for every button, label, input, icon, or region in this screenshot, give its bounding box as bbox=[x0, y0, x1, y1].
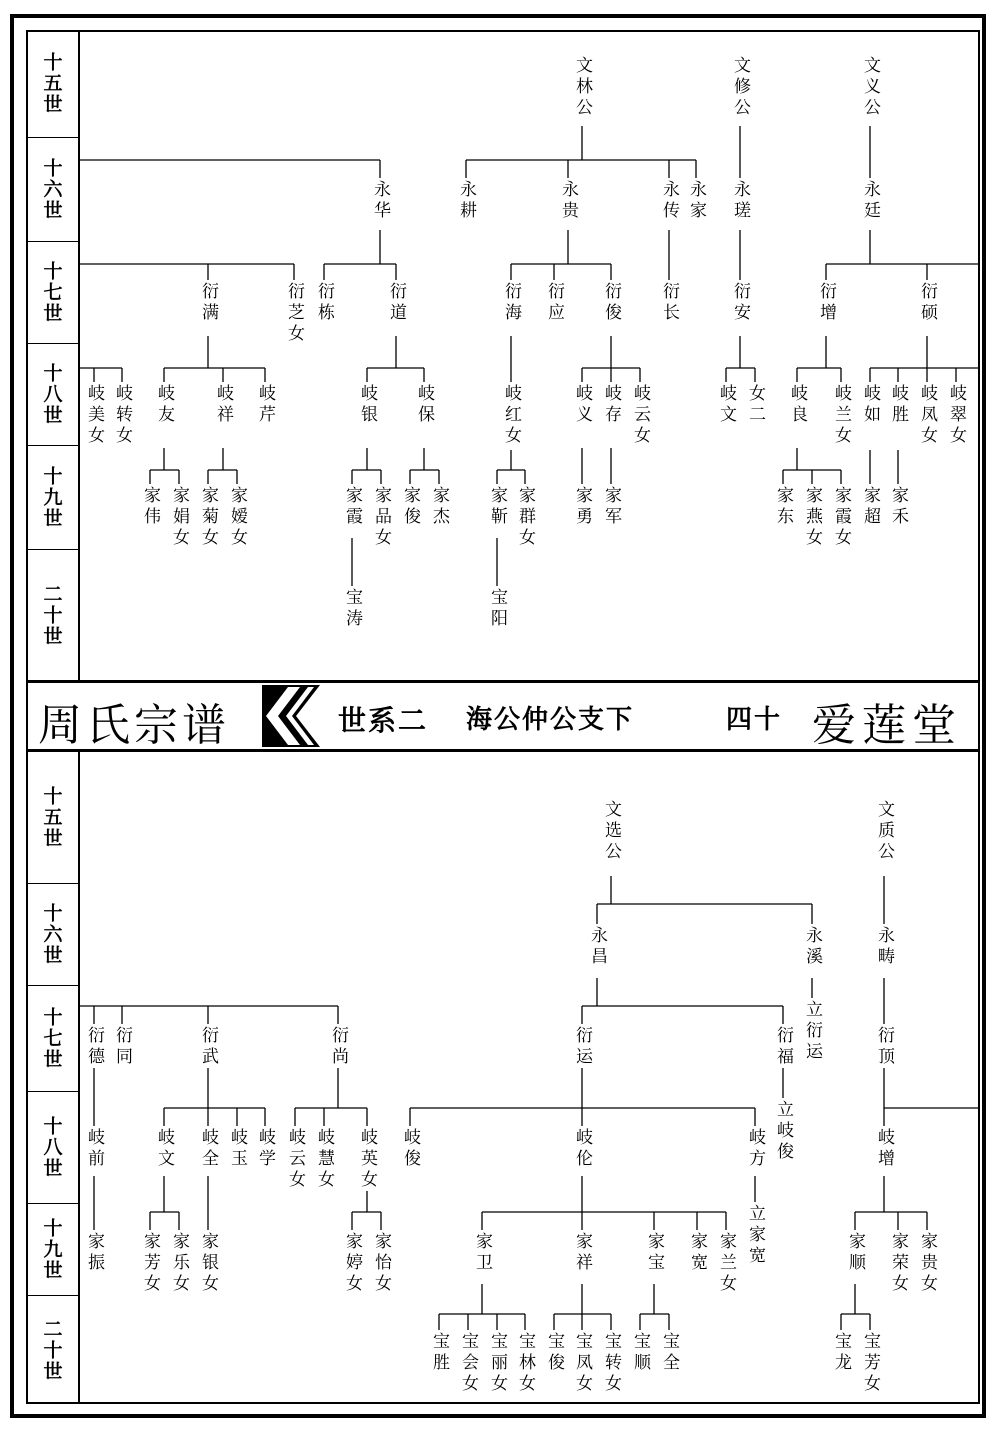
person-name: 岐友 bbox=[154, 384, 174, 426]
person-name: 立家宽 bbox=[745, 1204, 765, 1267]
gen-label: 十六世 bbox=[26, 884, 78, 986]
branch-label: 海公仲公支下 bbox=[466, 705, 635, 735]
person-name: 宝阳 bbox=[487, 588, 507, 630]
person-name: 立衍运 bbox=[802, 1000, 822, 1063]
person-name: 衍海 bbox=[501, 282, 521, 324]
person-name: 岐英女 bbox=[357, 1128, 377, 1191]
person-name: 岐云女 bbox=[285, 1128, 305, 1191]
person-name: 家银女 bbox=[198, 1232, 218, 1295]
person-name: 永耕 bbox=[456, 180, 476, 222]
person-name: 衍福 bbox=[773, 1026, 793, 1068]
gen-label: 二十世 bbox=[40, 1318, 63, 1382]
person-name: 家芳女 bbox=[140, 1232, 160, 1295]
gen-label: 十五世 bbox=[26, 30, 78, 138]
person-name: 岐俊 bbox=[400, 1128, 420, 1170]
person-name: 文修公 bbox=[730, 56, 750, 119]
person-name: 岐文 bbox=[154, 1128, 174, 1170]
person-name: 家婷女 bbox=[342, 1232, 362, 1295]
person-name: 衍安 bbox=[730, 282, 750, 324]
person-name: 家嫒女 bbox=[227, 486, 247, 549]
person-name: 宝芳女 bbox=[860, 1332, 880, 1395]
person-name: 家振 bbox=[84, 1232, 104, 1274]
person-name: 宝丽女 bbox=[487, 1332, 507, 1395]
person-name: 岐云女 bbox=[630, 384, 650, 447]
person-name: 岐如 bbox=[860, 384, 880, 426]
person-name: 家娟女 bbox=[169, 486, 189, 549]
top-tree-panel bbox=[26, 30, 980, 680]
person-name: 永华 bbox=[370, 180, 390, 222]
person-name: 家祥 bbox=[572, 1232, 592, 1274]
person-name: 文质公 bbox=[874, 800, 894, 863]
person-name: 衍同 bbox=[112, 1026, 132, 1068]
person-name: 文选公 bbox=[601, 800, 621, 863]
person-name: 岐红女 bbox=[501, 384, 521, 447]
person-name: 永廷 bbox=[860, 180, 880, 222]
hall-name: 爱莲堂 bbox=[812, 700, 962, 751]
person-name: 宝涛 bbox=[342, 588, 362, 630]
person-name: 家杰 bbox=[429, 486, 449, 528]
person-name: 岐转女 bbox=[112, 384, 132, 447]
person-name: 家菊女 bbox=[198, 486, 218, 549]
person-name: 家霞 bbox=[342, 486, 362, 528]
gen-label: 十五世 bbox=[26, 752, 78, 884]
person-name: 岐玉 bbox=[227, 1128, 247, 1170]
gen-label: 十七世 bbox=[26, 986, 78, 1092]
title-band bbox=[26, 680, 980, 752]
person-name: 家乐女 bbox=[169, 1232, 189, 1295]
person-name: 家品女 bbox=[371, 486, 391, 549]
bottom-tree-panel bbox=[26, 752, 980, 1404]
person-name: 家伟 bbox=[140, 486, 160, 528]
person-name: 家宝 bbox=[644, 1232, 664, 1274]
person-name: 家卫 bbox=[472, 1232, 492, 1274]
person-name: 家贵女 bbox=[917, 1232, 937, 1295]
person-name: 宝凤女 bbox=[572, 1332, 592, 1395]
person-name: 衍芝女 bbox=[284, 282, 304, 345]
person-name: 家顺 bbox=[845, 1232, 865, 1274]
person-name: 衍俊 bbox=[601, 282, 621, 324]
person-name: 永溪 bbox=[802, 926, 822, 968]
person-name: 岐义 bbox=[572, 384, 592, 426]
person-name: 宝林女 bbox=[515, 1332, 535, 1395]
person-name: 家荣女 bbox=[888, 1232, 908, 1295]
person-name: 家禾 bbox=[888, 486, 908, 528]
person-name: 岐兰女 bbox=[831, 384, 851, 447]
person-name: 家燕女 bbox=[802, 486, 822, 549]
person-name: 宝会女 bbox=[458, 1332, 478, 1395]
gen-label: 十八世 bbox=[26, 1092, 78, 1204]
person-name: 岐凤女 bbox=[917, 384, 937, 447]
person-name: 永瑳 bbox=[730, 180, 750, 222]
gen-label: 二十世 bbox=[40, 583, 63, 647]
person-name: 岐伦 bbox=[572, 1128, 592, 1170]
person-name: 衍尚 bbox=[328, 1026, 348, 1068]
section-label: 世系二 bbox=[338, 704, 429, 737]
person-name: 岐学 bbox=[255, 1128, 275, 1170]
person-name: 家怡女 bbox=[371, 1232, 391, 1295]
page-number: 四十 bbox=[726, 705, 783, 735]
person-name: 衍道 bbox=[386, 282, 406, 324]
person-name: 岐银 bbox=[357, 384, 377, 426]
person-name: 宝顺 bbox=[630, 1332, 650, 1374]
person-name: 宝龙 bbox=[831, 1332, 851, 1374]
person-name: 岐芹 bbox=[255, 384, 275, 426]
person-name: 岐良 bbox=[787, 384, 807, 426]
person-name: 家俊 bbox=[400, 486, 420, 528]
person-name: 宝全 bbox=[659, 1332, 679, 1374]
person-name: 文义公 bbox=[860, 56, 880, 119]
person-name: 岐胜 bbox=[888, 384, 908, 426]
person-name: 岐翠女 bbox=[946, 384, 966, 447]
person-name: 衍增 bbox=[816, 282, 836, 324]
person-name: 家军 bbox=[601, 486, 621, 528]
person-name: 家勇 bbox=[572, 486, 592, 528]
person-name: 家东 bbox=[773, 486, 793, 528]
person-name: 永昌 bbox=[587, 926, 607, 968]
person-name: 宝俊 bbox=[544, 1332, 564, 1374]
person-name: 永传 bbox=[659, 180, 679, 222]
bottom-tree-lines bbox=[26, 752, 980, 1404]
top-tree-lines bbox=[26, 30, 980, 680]
person-name: 岐前 bbox=[84, 1128, 104, 1170]
person-name: 家兰女 bbox=[716, 1232, 736, 1295]
person-name: 岐方 bbox=[745, 1128, 765, 1170]
gen-label: 十九世 bbox=[26, 1204, 78, 1296]
gen-label: 十九世 bbox=[26, 446, 78, 550]
person-name: 家群女 bbox=[515, 486, 535, 549]
gen-label: 十六世 bbox=[26, 138, 78, 242]
person-name: 家霞女 bbox=[831, 486, 851, 549]
person-name: 衍栋 bbox=[314, 282, 334, 324]
person-name: 衍满 bbox=[198, 282, 218, 324]
fishtail-ornament bbox=[262, 683, 322, 749]
person-name: 宝胜 bbox=[429, 1332, 449, 1374]
person-name: 衍长 bbox=[659, 282, 679, 324]
person-name: 衍武 bbox=[198, 1026, 218, 1068]
person-name: 宝转女 bbox=[601, 1332, 621, 1395]
person-name: 立岐俊 bbox=[773, 1100, 793, 1163]
person-name: 女二 bbox=[745, 384, 765, 426]
book-title: 周氏宗谱 bbox=[38, 700, 230, 751]
person-name: 家靳 bbox=[487, 486, 507, 528]
person-name: 岐全 bbox=[198, 1128, 218, 1170]
person-name: 衍硕 bbox=[917, 282, 937, 324]
gen-label: 十七世 bbox=[26, 242, 78, 344]
person-name: 永贵 bbox=[558, 180, 578, 222]
person-name: 衍顶 bbox=[874, 1026, 894, 1068]
person-name: 家宽 bbox=[687, 1232, 707, 1274]
person-name: 衍德 bbox=[84, 1026, 104, 1068]
gen-label: 十八世 bbox=[26, 344, 78, 446]
person-name: 岐保 bbox=[414, 384, 434, 426]
person-name: 永家 bbox=[686, 180, 706, 222]
person-name: 岐增 bbox=[874, 1128, 894, 1170]
person-name: 衍运 bbox=[572, 1026, 592, 1068]
person-name: 岐美女 bbox=[84, 384, 104, 447]
person-name: 家超 bbox=[860, 486, 880, 528]
person-name: 岐文 bbox=[716, 384, 736, 426]
person-name: 岐存 bbox=[601, 384, 621, 426]
person-name: 衍应 bbox=[544, 282, 564, 324]
person-name: 岐祥 bbox=[213, 384, 233, 426]
person-name: 文林公 bbox=[572, 56, 592, 119]
person-name: 岐慧女 bbox=[314, 1128, 334, 1191]
person-name: 永畴 bbox=[874, 926, 894, 968]
